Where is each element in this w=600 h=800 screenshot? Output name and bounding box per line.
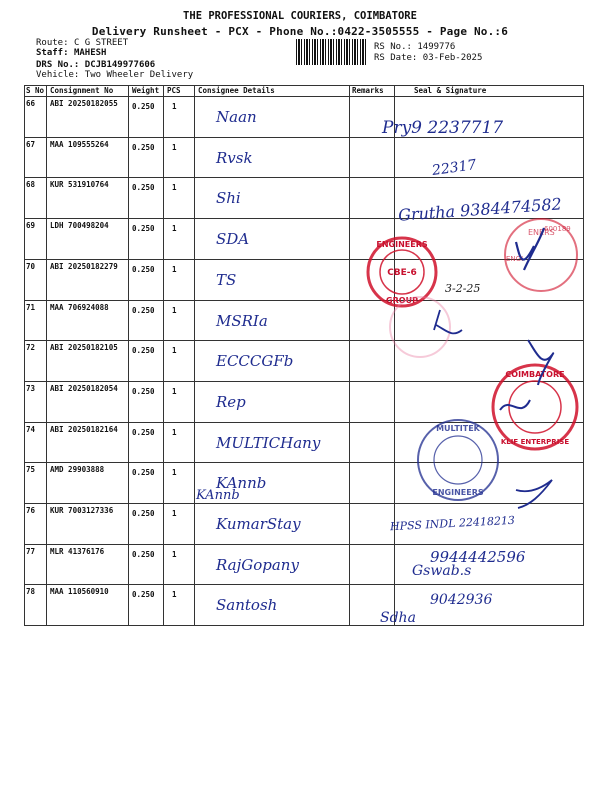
- row-weight: 0.250: [132, 346, 155, 356]
- sig-r66: Pry9 2237717: [382, 118, 504, 138]
- row-consignee-signature: Naan: [216, 108, 257, 126]
- row-sno: 67: [26, 139, 36, 149]
- sig-r70-date: 3-2-25: [445, 282, 481, 295]
- row-consignee-signature: MULTICHany: [216, 433, 321, 452]
- row-weight: 0.250: [132, 549, 155, 559]
- row-pcs: 1: [172, 468, 177, 478]
- row-pcs: 1: [172, 102, 177, 111]
- staff-line: Staff: MAHESH: [36, 48, 107, 58]
- row-sno: 73: [26, 383, 36, 393]
- stamp3-mid: KLIF ENTERPRISE: [500, 438, 570, 446]
- row-weight: 0.250: [132, 468, 155, 478]
- row-pcs: 1: [172, 509, 177, 518]
- row-consignee-signature: KAnnb: [216, 474, 267, 493]
- sig-r69: Grutha 9384474582: [397, 194, 563, 225]
- row-weight: 0.250: [132, 590, 155, 600]
- row-sno: 66: [26, 99, 36, 108]
- rs-no-line: RS No.: 1499776: [374, 42, 456, 52]
- row-consignment-no: AMD 29903888: [50, 465, 105, 475]
- row-weight: 0.250: [132, 264, 155, 274]
- rs-date-value: 03-Feb-2025: [422, 53, 483, 63]
- row-sno: 74: [26, 424, 36, 434]
- vehicle-line: Vehicle: Two Wheeler Delivery: [36, 70, 194, 80]
- row-sno: 69: [26, 221, 36, 231]
- stamp2-top: ENERS: [528, 228, 555, 237]
- row-consignment-no: ABI 20250182279: [50, 261, 118, 271]
- row-sno: 75: [26, 465, 36, 475]
- sig-r67: 22317: [431, 156, 478, 180]
- row-consignee-signature: Santosh: [216, 596, 278, 615]
- row-weight: 0.250: [132, 386, 155, 396]
- row-consignee-signature: TS: [216, 270, 237, 289]
- col-consignee: Consignee Details: [198, 86, 275, 95]
- col-weight: Weight: [132, 86, 160, 95]
- sig-r78-phone: 9042936: [430, 592, 493, 608]
- row-sno: 78: [26, 587, 36, 597]
- col-remarks: Remarks: [352, 86, 384, 95]
- row-sno: 68: [26, 180, 36, 190]
- stamp3-top: COIMBATORE: [505, 370, 565, 379]
- row-weight: 0.250: [132, 142, 155, 152]
- barcode: [296, 39, 368, 65]
- rs-date-line: RS Date: 03-Feb-2025: [374, 53, 483, 63]
- col-consignment: Consignment No: [50, 86, 114, 95]
- row-consignee-signature: SDA: [216, 230, 250, 249]
- row-consignee-signature: MSRIa: [216, 311, 268, 330]
- row-sno: 72: [26, 343, 36, 353]
- row-consignment-no: MLR 41376176: [50, 546, 105, 556]
- row-weight: 0.250: [132, 427, 155, 437]
- row-consignee-signature: Shi: [216, 189, 241, 208]
- row-consignee-signature: RajGopany: [216, 555, 299, 574]
- drs-line: DRS No.: DCJB149977606: [36, 60, 156, 70]
- company-name: THE PROFESSIONAL COURIERS, COIMBATORE: [183, 10, 417, 22]
- stamp4-top: MULTITEK: [436, 424, 480, 433]
- row-pcs: 1: [172, 142, 177, 152]
- signature-scribbles: [380, 0, 600, 640]
- rs-no-value: 1499776: [417, 42, 456, 52]
- row-consignment-no: ABI 20250182054: [50, 383, 118, 393]
- row-pcs: 1: [172, 590, 177, 600]
- col-pcs: PCS: [167, 86, 181, 95]
- row-consignee-signature: ECCCGFb: [216, 352, 294, 371]
- row-pcs: 1: [172, 264, 177, 274]
- row-consignment-no: MAA 706924088: [50, 302, 109, 312]
- row-consignment-no: LDH 700498204: [50, 221, 109, 231]
- row-pcs: 1: [172, 183, 177, 193]
- stamp2-mid: 600189: [544, 225, 571, 233]
- row-weight: 0.250: [132, 224, 155, 234]
- sig-r77-name: Gswab.s: [412, 563, 472, 579]
- row-weight: 0.250: [132, 509, 155, 518]
- row-sno: 70: [26, 261, 36, 271]
- row-pcs: 1: [172, 427, 177, 437]
- row-consignment-no: MAA 110560910: [50, 587, 109, 597]
- runsheet-title: Delivery Runsheet - PCX - Phone No.:0422-3505555 - Page No.:6: [91, 25, 509, 38]
- drs-value: DCJB149977606: [84, 60, 156, 70]
- col-sno: S No: [26, 86, 45, 95]
- row-consignment-no: MAA 109555264: [50, 139, 109, 149]
- row-pcs: 1: [172, 305, 177, 315]
- row-consignment-no: ABI 20250182105: [50, 343, 118, 353]
- stamp4-bot: ENGINEERS: [432, 488, 484, 497]
- row-consignee-signature: Rep: [216, 392, 246, 411]
- row-pcs: 1: [172, 224, 177, 234]
- route-line: Route: C G STREET: [36, 38, 129, 48]
- stamp1-top: ENGINEERS: [376, 240, 428, 249]
- row-weight: 0.250: [132, 305, 155, 315]
- sig-r77-phone: 9944442596: [430, 548, 526, 566]
- row-consignee-signature: KumarStay: [216, 515, 301, 533]
- row-consignee-signature: Rvsk: [216, 148, 253, 167]
- row-pcs: 1: [172, 386, 177, 396]
- row-consignment-no: ABI 20250182164: [50, 424, 118, 434]
- sig-r76: HPSS INDL 22418213: [389, 513, 516, 534]
- stamp2-bot: ENGI: [506, 255, 524, 263]
- row-consignment-no: KUR 7003127336: [50, 506, 114, 515]
- consignee-r75-second: KAnnb: [196, 488, 240, 503]
- row-weight: 0.250: [132, 102, 155, 111]
- row-sno: 77: [26, 546, 36, 556]
- staff-value: MAHESH: [73, 48, 107, 58]
- row-weight: 0.250: [132, 183, 155, 193]
- row-sno: 76: [26, 506, 36, 515]
- row-pcs: 1: [172, 346, 177, 356]
- sig-r78-name: Sdha: [380, 610, 416, 626]
- row-consignment-no: KUR 531910764: [50, 180, 109, 190]
- row-pcs: 1: [172, 549, 177, 559]
- row-consignment-no: ABI 20250182055: [50, 99, 118, 108]
- col-seal: Seal & Signature: [414, 86, 487, 95]
- route-value: C G STREET: [73, 38, 129, 48]
- row-sno: 71: [26, 302, 36, 312]
- vehicle-value: Two Wheeler Delivery: [84, 70, 194, 80]
- stamp1-bot: GROUP: [386, 296, 418, 305]
- stamp1-mid: CBE-6: [387, 268, 417, 278]
